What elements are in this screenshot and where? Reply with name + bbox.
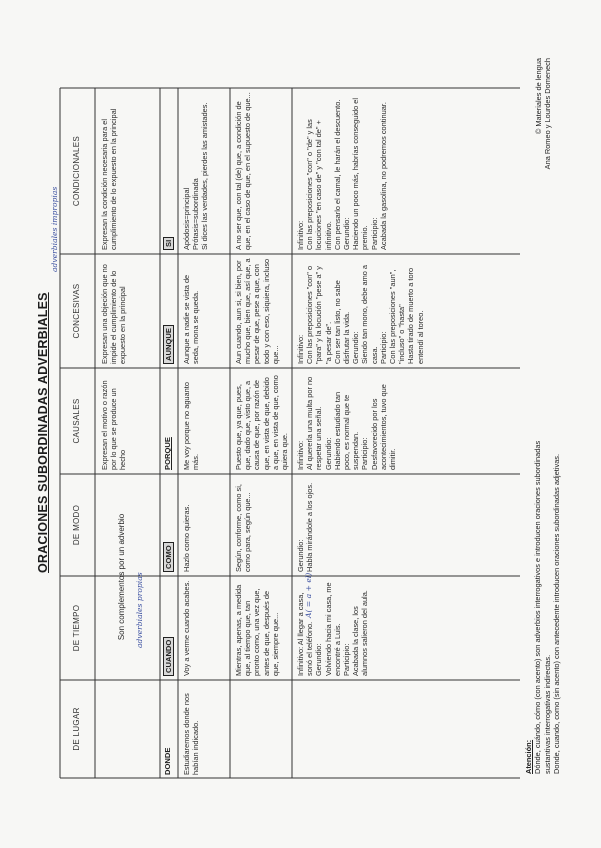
- column-header-concesivas: CONCESIVAS: [72, 283, 81, 339]
- handwritten-note-propias: adverbiales propias: [135, 572, 144, 648]
- footer-line-2: Donde, cuando, como (sin acento) con antecedente introducen oraciones subordinadas adjetivas.: [552, 453, 562, 774]
- footer-line-1: Dónde, cuándo, cómo (con acento) son adverbios interrogativos e introducen oraciones subordinadas sustantivas interrogativas indirectas.: [533, 440, 552, 774]
- handwritten-note-impropias: adverbiales impropias: [50, 186, 59, 272]
- example-condicionales: Apódosis=principal Prótasis=subordinada Si dices las verdades, pierdes las amistades.: [182, 102, 210, 250]
- keyword-aunque: AUNQUE: [163, 325, 174, 364]
- column-header-causales: CAUSALES: [72, 398, 81, 444]
- intro-shared: Son complementos por un adverbio: [117, 513, 126, 641]
- keyword-porque: PORQUE: [163, 437, 172, 470]
- keyword-cuando: CUANDO: [163, 637, 174, 676]
- example-tiempo: Voy a verme cuando acabes.: [182, 580, 191, 676]
- keyword-como: COMO: [163, 542, 174, 572]
- column-header-tiempo: DE TIEMPO: [72, 604, 81, 652]
- nexos-concesivas: Aun cuando, aun si, si bien, por mucho que, bien que, así que, a pesar de que, pese a que, con todo y con eso, siquiera, incluso que...: [234, 258, 280, 364]
- formas-tiempo: Infinitivo: Al llegar a casa, sonó el teléfono. Gerundio: Volviendo hacia mi casa, me encontré a Luis. Participio: Acabada la clase, los alumnos salieron del aula.: [296, 582, 370, 676]
- handwritten-note-al: A( = a + el): [304, 572, 313, 618]
- footer-heading: Atención:: [524, 739, 533, 774]
- column-header-lugar: DE LUGAR: [72, 707, 81, 751]
- formas-condicionales: Infinitivo: Con las preposiciones "con" o "de" y las locuciones "en caso de" y "con tal de" + infinitivo. Con pensarlo el camal, le harán el descuento. Gerundio: Haciendo un poco más, habrías conseguido el premio. Participio: Acabada la gasolina, no podremos continuar.: [296, 97, 388, 250]
- column-header-condicionales: CONDICIONALES: [72, 135, 81, 207]
- credit-line-2: Ana Romeo y Lourdes Domenech: [543, 58, 553, 170]
- example-causales: Me voy porque no aguanto más.: [182, 382, 201, 470]
- credit: [534, 58, 553, 208]
- example-modo: Hazlo como quieras.: [182, 504, 191, 572]
- nexos-modo: Según, conforme, como si, como para, según que...: [234, 484, 253, 572]
- page-title: ORACIONES SUBORDINADAS ADVERBIALES: [36, 292, 50, 573]
- nexos-condicionales: A no ser que, con tal (de) que, a condición de que, en el caso de que, en el supuesto de que...: [234, 92, 253, 250]
- column-header-modo: DE MODO: [72, 504, 81, 546]
- nexos-causales: Puesto que, ya que, pues, que, dado que, visto que, a causa de que, por razón de que, en vista de que, debido a que, en vista de que, como quiera que.: [234, 375, 290, 470]
- example-lugar: Estudiaremos donde nos habían indicado.: [182, 693, 201, 775]
- keyword-si: SI: [163, 237, 174, 250]
- nexos-tiempo: Mientras, apenas, a medida que, al tiempo que, tan pronto como, una vez que, antes de que, después de que, siempre que...: [234, 584, 280, 676]
- intro-causales: Expresan el motivo o razón por lo que se produce un hecho: [100, 380, 128, 470]
- credit-line-1: © Materiales de lengua: [534, 58, 543, 135]
- formas-modo: Gerundio: Habla mirándole a los ojos.: [296, 482, 315, 572]
- keyword-donde: DONDE: [163, 747, 172, 775]
- formas-causales: Infinitivo: Al quererla una multa por no respetar una señal. Gerundio: Habiendo estudiado tan poco, es normal que te suspendan. Participio: Desfavorecido por los acontecimientos, tuvo que dimitir.: [296, 376, 398, 470]
- intro-condicionales: Expresan la condición necesaria para el cumplimiento de lo expuesto en la principal: [100, 108, 119, 250]
- example-concesivas: Aunque a nadie se vista de seda, mona se queda.: [182, 274, 201, 364]
- intro-concesivas: Expresan una objeción que no impide el cumplimiento de lo expuesto en la principal: [100, 264, 128, 364]
- formas-concesivas: Infinitivo: Con las preposiciones "con" o "para" y la locución "pese a" y "a pesar de". Con ser tan listo, no sabe disfrutar la vida. Gerundio: Siendo tan mono, debe amo a casa. Participio: Con las preposiciones "aun", "incluso" o "hasta" Hasta tirado de muerto a toro entendí al toreo.: [296, 264, 425, 364]
- footer-note: [524, 414, 562, 774]
